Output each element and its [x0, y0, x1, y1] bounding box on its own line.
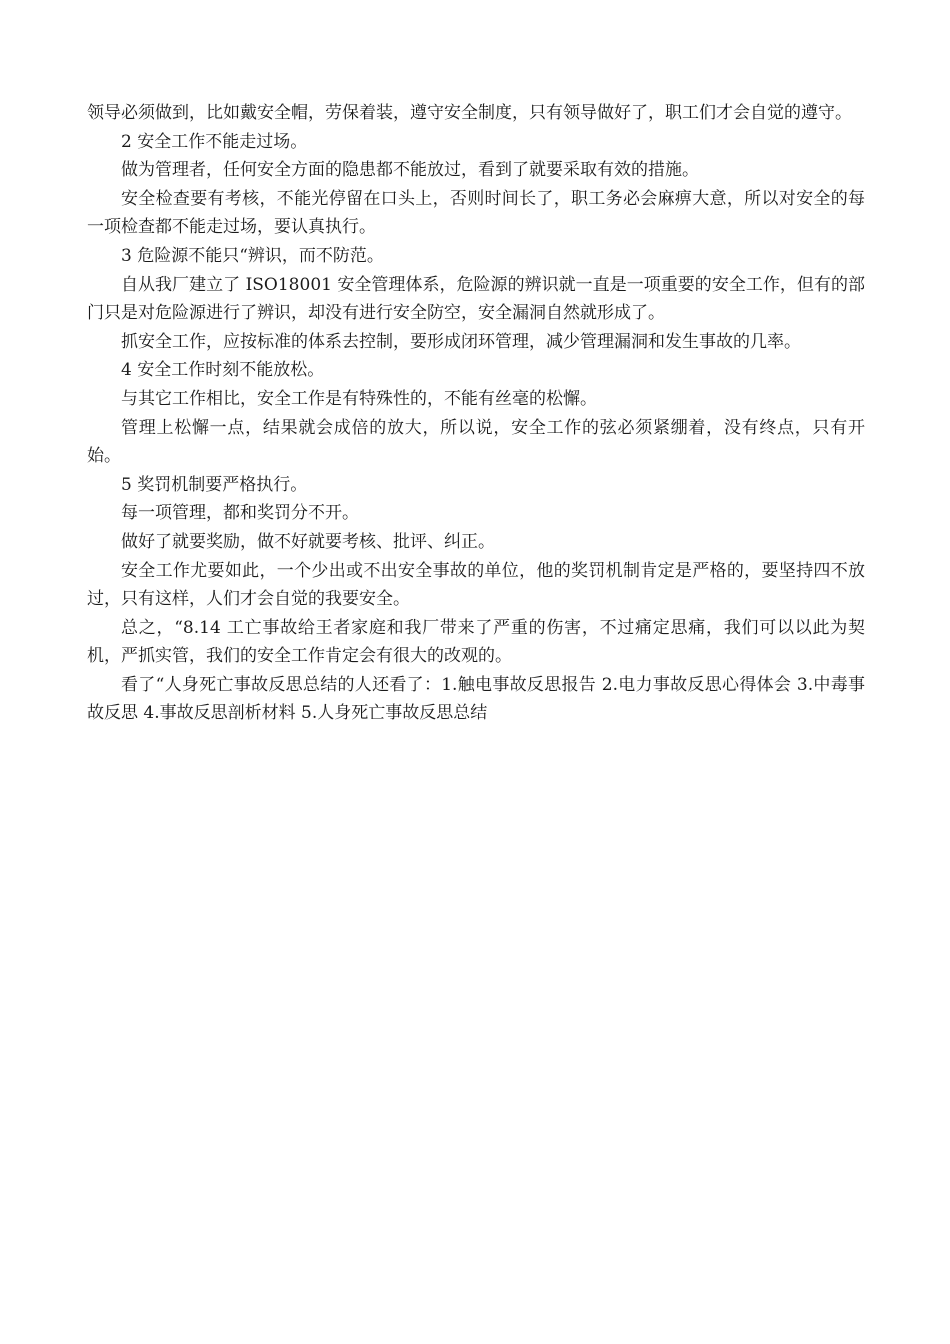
heading-never-relax: 4 安全工作时刻不能放松。: [121, 360, 325, 381]
paragraph-strict-mechanism: 安全工作尤要如此，一个少出或不出安全事故的单位，他的奖罚机制肯定是严格的，要坚持四不放过，只有这样，人们才会自觉的我要安全。: [87, 560, 865, 610]
paragraph-conclusion: 总之，“8.14 工亡事故给王者家庭和我厂带来了严重的伤害，不过痛定思痛，我们可以以此为契机，严抓实管，我们的安全工作肯定会有很大的改观的。: [87, 617, 865, 667]
document-body: [87, 99, 865, 728]
paragraph-related-reading: 看了“人身死亡事故反思总结的人还看了：1.触电事故反思报告 2.电力事故反思心得体会 3.中毒事故反思 4.事故反思剖析材料 5.人身死亡事故反思总结: [87, 674, 865, 724]
paragraph-reward-well-done: 做好了就要奖励，做不好就要考核、批评、纠正。: [121, 531, 495, 552]
heading-no-formality: 2 安全工作不能走过场。: [121, 131, 308, 152]
paragraph-inspection-assessment: 安全检查要有考核，不能光停留在口头上，否则时间长了，职工务必会麻痹大意，所以对安全的每一项检查都不能走过场，要认真执行。: [87, 188, 865, 238]
paragraph-iso18001: 自从我厂建立了 ISO18001 安全管理体系，危险源的辨识就一直是一项重要的安全工作，但有的部门只是对危险源进行了辨识，却没有进行安全防空，安全漏洞自然就形成了。: [87, 274, 865, 324]
paragraph-special-nature: 与其它工作相比，安全工作是有特殊性的，不能有丝毫的松懈。: [121, 388, 597, 409]
heading-hazard-prevention: 3 危险源不能只“辨识，而不防范。: [121, 245, 384, 266]
paragraph-manager-hazards: 做为管理者，任何安全方面的隐患都不能放过，看到了就要采取有效的措施。: [121, 160, 699, 181]
paragraph-tight-string: 管理上松懈一点，结果就会成倍的放大，所以说，安全工作的弦必须紧绷着，没有终点，只有开始。: [87, 417, 865, 467]
paragraph-management-rewards: 每一项管理，都和奖罚分不开。: [121, 503, 359, 524]
paragraph-closed-loop: 抓安全工作，应按标准的体系去控制，要形成闭环管理，减少管理漏洞和发生事故的几率。: [121, 331, 801, 352]
heading-reward-punishment: 5 奖罚机制要严格执行。: [121, 474, 308, 495]
paragraph-leadership-compliance: 领导必须做到，比如戴安全帽，劳保着装，遵守安全制度，只有领导做好了，职工们才会自觉的遵守。: [87, 103, 852, 123]
